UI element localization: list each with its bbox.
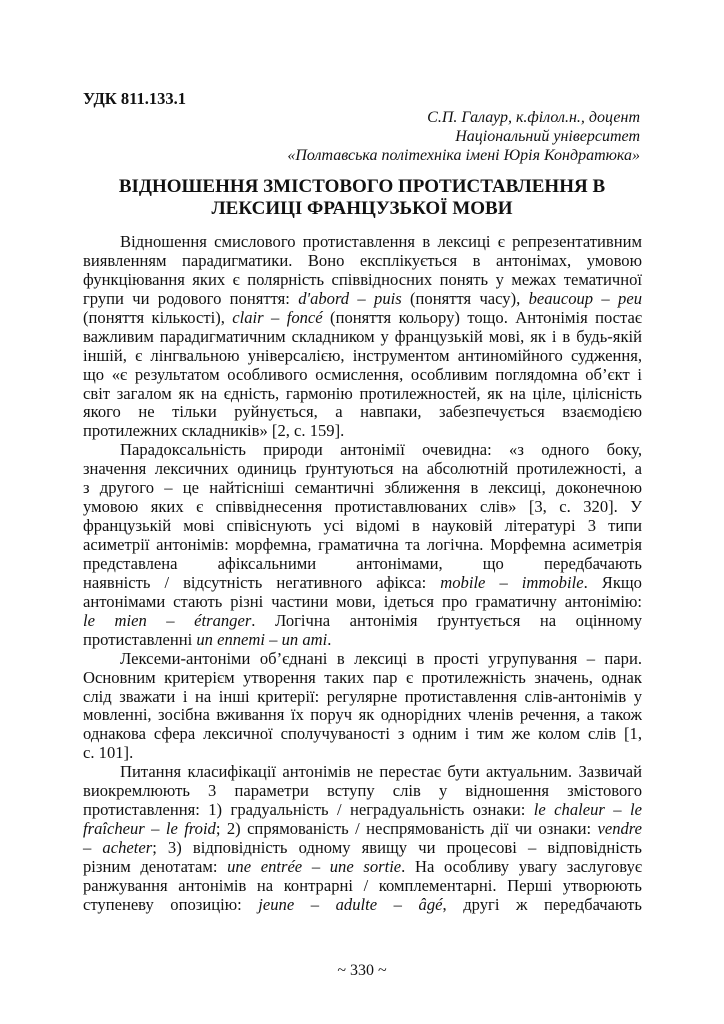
text-line	[83, 441, 642, 460]
text-line	[83, 612, 642, 631]
text-segment: однакова сфера лексичної сполучуваності з одним і тим же колом слів [1,	[83, 724, 642, 744]
italic-example: un ennemi – un ami	[196, 629, 328, 649]
text-line	[83, 763, 642, 782]
text-line	[83, 498, 642, 517]
text-segment: . На особливу увагу заслуговує	[401, 856, 642, 876]
text-segment: (поняття часу),	[401, 288, 529, 308]
text-segment: (поняття кольору) тощо. Антонімія постає	[322, 307, 642, 327]
text-line	[83, 479, 642, 498]
author-affiliation: Національний університет	[455, 128, 640, 145]
italic-example: clair – foncé	[232, 307, 323, 327]
text-segment: .	[327, 629, 332, 649]
paragraph	[83, 650, 642, 764]
text-segment: функціювання яких є полярність співвідносних понять у межах тематичної	[83, 269, 642, 289]
text-line	[83, 403, 642, 422]
text-segment: . Якщо	[583, 572, 642, 592]
text-line	[83, 688, 642, 707]
title-line: ВІДНОШЕННЯ ЗМІСТОВОГО ПРОТИСТАВЛЕННЯ В	[118, 176, 606, 197]
italic-example: d'abord – puis	[298, 288, 402, 308]
text-segment: протиставлення: 1) градуальність / неградуальність ознаки:	[83, 800, 534, 820]
article-body	[83, 233, 642, 915]
text-segment: асиметрії антонімів: морфемна, граматична та логічна. Морфемна асиметрія	[83, 535, 642, 554]
text-segment: якого не тільки руйнується, а навпаки, забезпечується взаємодією	[83, 402, 642, 422]
udk-code: УДК 811.133.1	[83, 89, 186, 108]
text-segment: світ загалом як на єдність, гармонію протилежностей, як на ціле, цілісність	[83, 383, 642, 403]
text-segment: виявленням парадигматики. Воно експлікується в антонімах, умовою	[83, 250, 642, 270]
paragraph	[83, 763, 642, 915]
text-line	[83, 858, 642, 877]
paragraph	[83, 441, 642, 649]
text-line	[83, 744, 642, 763]
text-line	[83, 820, 642, 839]
italic-example: le chaleur – le	[533, 800, 642, 820]
italic-example: beaucoup – peu	[528, 288, 642, 308]
text-line	[83, 574, 642, 593]
text-segment: ранжування антонімів на контрарні / комплементарні. Перші утворюють	[83, 875, 642, 895]
text-line	[83, 252, 642, 271]
italic-example: une entrée – une sortie	[227, 856, 402, 876]
article-title	[60, 176, 664, 220]
page-number: ~ 330 ~	[337, 962, 387, 979]
text-segment: с. 101].	[83, 743, 134, 763]
author-affiliation-name: «Полтавська політехніка імені Юрія Кондратюка»	[287, 147, 640, 164]
text-segment: Лексеми-антоніми об’єднані в лексиці в прості угрупування – пари.	[120, 648, 642, 668]
italic-example: mobile – immobile	[440, 572, 584, 592]
paragraph	[83, 233, 642, 441]
italic-example: le mien – étranger	[83, 610, 252, 630]
text-line	[83, 290, 642, 309]
text-line	[83, 385, 642, 404]
text-segment: слід зважати і на інші критерії: регулярне протиставлення слів-антонімів у	[83, 686, 642, 706]
text-line	[83, 328, 642, 347]
text-line	[83, 593, 642, 612]
text-segment: ; 3) відповідність одному явищу чи процесові – відповідність	[152, 838, 643, 857]
text-segment: виокремлюють 3 параметри вступу слів у відношення змістового	[83, 781, 642, 801]
author-name: С.П. Галаур, к.філол.н., доцент	[427, 109, 640, 126]
text-line	[83, 650, 642, 669]
text-segment: ; 2) спрямованість / неспрямованість дії чи ознаки:	[215, 819, 598, 839]
text-line	[83, 631, 642, 650]
text-segment: протилежних складників» [2, с. 159].	[83, 421, 345, 441]
text-segment: . Логічна антонімія ґрунтується на оцінному	[251, 610, 643, 630]
text-line	[83, 271, 642, 290]
text-segment: Відношення смислового протиставлення в лексиці є репрезентативним	[120, 232, 642, 251]
text-segment: представлена афіксальними антонімами, що передбачають	[83, 553, 642, 573]
text-line	[83, 460, 642, 479]
text-line	[83, 706, 642, 725]
text-line	[83, 347, 642, 366]
text-segment: з другого – це найтісніші семантичні зближення в лексиці, доконечною	[83, 478, 642, 498]
text-line	[83, 801, 642, 820]
text-segment: антонімами стають різні частини мови, ідеться про граматичну антонімію:	[83, 591, 642, 611]
text-line	[83, 877, 642, 896]
text-segment: Парадоксальність природи антонімії очевидна: «з одного боку,	[120, 440, 642, 460]
italic-example: vendre	[597, 819, 642, 839]
text-line	[83, 839, 642, 858]
text-segment: Основним критерієм утворення таких пар є протилежність значень, однак	[83, 667, 642, 687]
text-line	[83, 782, 642, 801]
text-line	[83, 896, 642, 915]
text-line	[83, 366, 642, 385]
text-line	[83, 309, 642, 328]
text-line	[83, 725, 642, 744]
text-segment: , другі ж передбачають	[442, 894, 642, 914]
text-segment: групи чи родового поняття:	[83, 288, 299, 308]
text-line	[83, 422, 642, 441]
text-segment: різним денотатам:	[83, 856, 228, 876]
text-segment: що «є результатом особливого осмислення, особливим поглядомна об’єкт і	[83, 364, 642, 384]
text-segment: значення лексичних одиниць ґрунтуються на абсолютній протилежності, а	[83, 459, 642, 479]
text-segment: (поняття кількості),	[83, 307, 233, 327]
text-segment: наявність / відсутність негативного афікса:	[83, 572, 441, 592]
text-segment: протиставленні	[83, 629, 197, 649]
italic-example: – acheter	[83, 838, 153, 857]
text-segment: важливим парадигматичним складником у французькій мові, як і в будь-якій	[83, 326, 642, 346]
text-line	[83, 536, 642, 555]
text-segment: умовою яких є співвіднесення протиставлюваних слів» [3, с. 320]. У	[83, 497, 642, 517]
text-segment: іншій, є лінгвальною універсалією, інструментом антиномійного судження,	[83, 345, 642, 365]
text-segment: Питання класифікації антонімів не перестає бути актуальним. Зазвичай	[120, 762, 642, 782]
text-line	[83, 517, 642, 536]
text-segment: ступеневу опозицію:	[83, 894, 259, 914]
text-line	[83, 233, 642, 252]
text-line	[83, 555, 642, 574]
italic-example: fraîcheur – le froid	[83, 819, 216, 839]
text-segment: мовленні, зосібна вживання їх поруч як однорідних членів речення, а також	[83, 705, 642, 725]
italic-example: jeune – adulte – âgé	[258, 894, 443, 914]
title-line: ЛЕКСИЦІ ФРАНЦУЗЬКОЇ МОВИ	[211, 198, 513, 219]
author-block	[287, 108, 640, 165]
text-line	[83, 669, 642, 688]
text-segment: французькій мові співіснують усі відомі в науковій літературі 3 типи	[83, 516, 642, 536]
